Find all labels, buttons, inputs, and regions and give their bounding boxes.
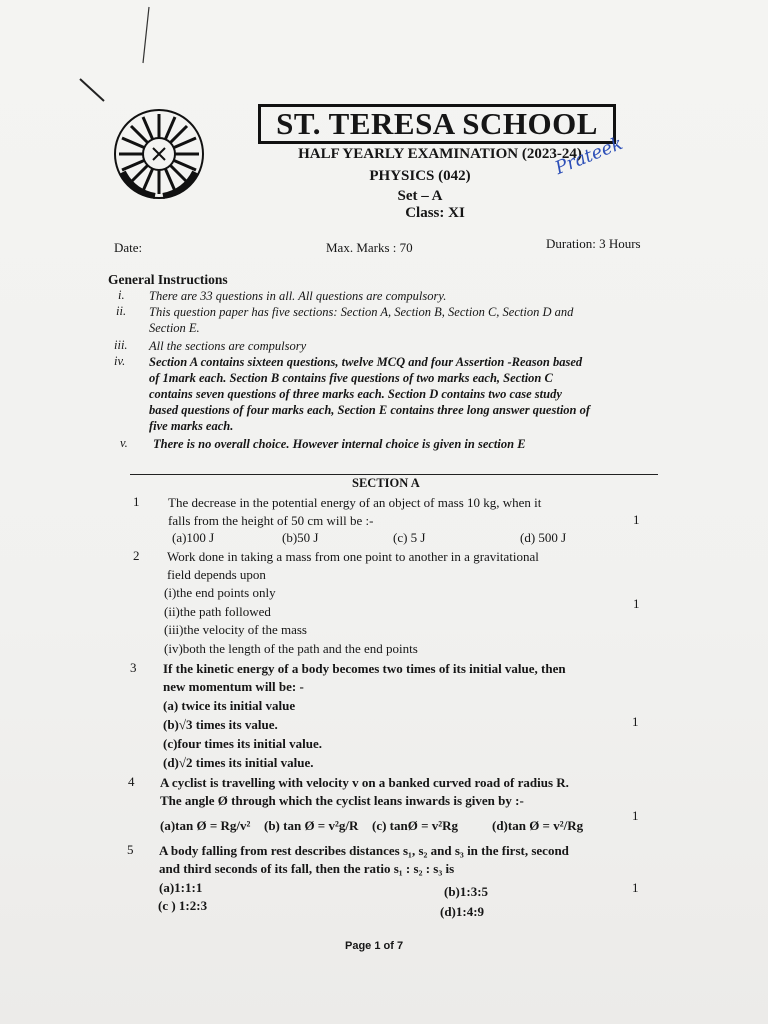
option: (d)1:4:9	[440, 904, 485, 919]
option: (b)50 J	[282, 530, 319, 545]
question-mark: 1	[632, 714, 639, 729]
question-number: 4	[128, 774, 135, 789]
option: (c) tanØ = v²Rg	[372, 818, 459, 833]
question-text: Work done in taking a mass from one point to another in a gravitational field depends upon	[167, 549, 539, 582]
question-mark: 1	[632, 880, 639, 895]
options-list: (i)the end points only (ii)the path followed (iii)the velocity of the mass (iv)both the length of the path and the end points	[164, 585, 418, 656]
question-text: A body falling from rest describes distances s₁, s₂ and s₃ in the first, second and third seconds of its fall, then the ratio s₁ : s₂ : s₃ is	[159, 843, 569, 876]
pen-stroke	[140, 5, 150, 65]
page-number: Page 1 of 7	[345, 940, 404, 952]
instruction-number: v.	[120, 436, 128, 450]
instruction-item: There are 33 questions in all. All questions are compulsory.	[149, 289, 447, 303]
option: (d)tan Ø = v²/Rg	[492, 818, 584, 833]
class-label: Class: XI	[405, 205, 465, 221]
option: (a)100 J	[172, 530, 215, 545]
school-name: ST. TERESA SCHOOL	[258, 104, 616, 144]
question-text: The decrease in the potential energy of an object of mass 10 kg, when it falls from the height of 50 cm will be :-	[168, 495, 542, 528]
option: (b)1:3:5	[444, 884, 489, 899]
question-mark: 1	[632, 808, 639, 823]
question-text: If the kinetic energy of a body becomes two times of its initial value, then new momentum will be: -	[163, 661, 566, 694]
question-number: 1	[133, 494, 140, 509]
instruction-item: There is no overall choice. However internal choice is given in section E	[153, 437, 526, 451]
option: (c) 5 J	[393, 530, 426, 545]
instruction-item: Section A contains sixteen questions, twelve MCQ and four Assertion -Reason based of 1mark each. Section B contains five questions of two marks each, Section C contains seven questions of three marks each. Section D contains two case study based questions of four marks each, Section E contains three long answer question of five marks each.	[149, 355, 591, 433]
instruction-item: This question paper has five sections: Section A, Section B, Section C, Section D and Section E.	[149, 305, 574, 335]
pen-stroke	[78, 75, 108, 105]
question-number: 3	[130, 660, 137, 675]
question-mark: 1	[633, 512, 640, 527]
set-label: Set – A	[397, 188, 443, 204]
question-number: 2	[133, 548, 140, 563]
section-title: SECTION A	[352, 476, 420, 490]
exam-title: HALF YEARLY EXAMINATION (2023-24)	[298, 146, 582, 162]
handwritten-name: Prateek	[552, 132, 626, 179]
question-mark: 1	[633, 596, 640, 611]
instruction-number: i.	[118, 288, 125, 302]
instruction-number: iii.	[114, 338, 128, 352]
school-logo-icon	[113, 108, 205, 200]
option: (d) 500 J	[520, 530, 567, 545]
option: (c ) 1:2:3	[158, 898, 208, 913]
instruction-item: All the sections are compulsory	[149, 339, 307, 353]
question-number: 5	[127, 842, 134, 857]
max-marks: Max. Marks : 70	[326, 240, 413, 255]
section-divider	[130, 474, 658, 475]
instructions-title: General Instructions	[108, 272, 228, 287]
subject-title: PHYSICS (042)	[369, 168, 471, 184]
instruction-number: ii.	[116, 304, 127, 318]
duration: Duration: 3 Hours	[546, 236, 641, 251]
option: (b) tan Ø = v²g/R	[264, 818, 359, 833]
date-label: Date:	[114, 240, 143, 255]
option: (a)1:1:1	[159, 880, 203, 895]
option: (a)tan Ø = Rg/v²	[160, 818, 251, 833]
instruction-number: iv.	[114, 354, 126, 368]
question-text: A cyclist is travelling with velocity v on a banked curved road of radius R. The angle Ø through which the cyclist leans inwards is given by :-	[160, 775, 569, 808]
options-list: (a) twice its initial value (b)√3 times its value. (c)four times its initial value. (d)√2 times its initial value.	[163, 698, 322, 770]
